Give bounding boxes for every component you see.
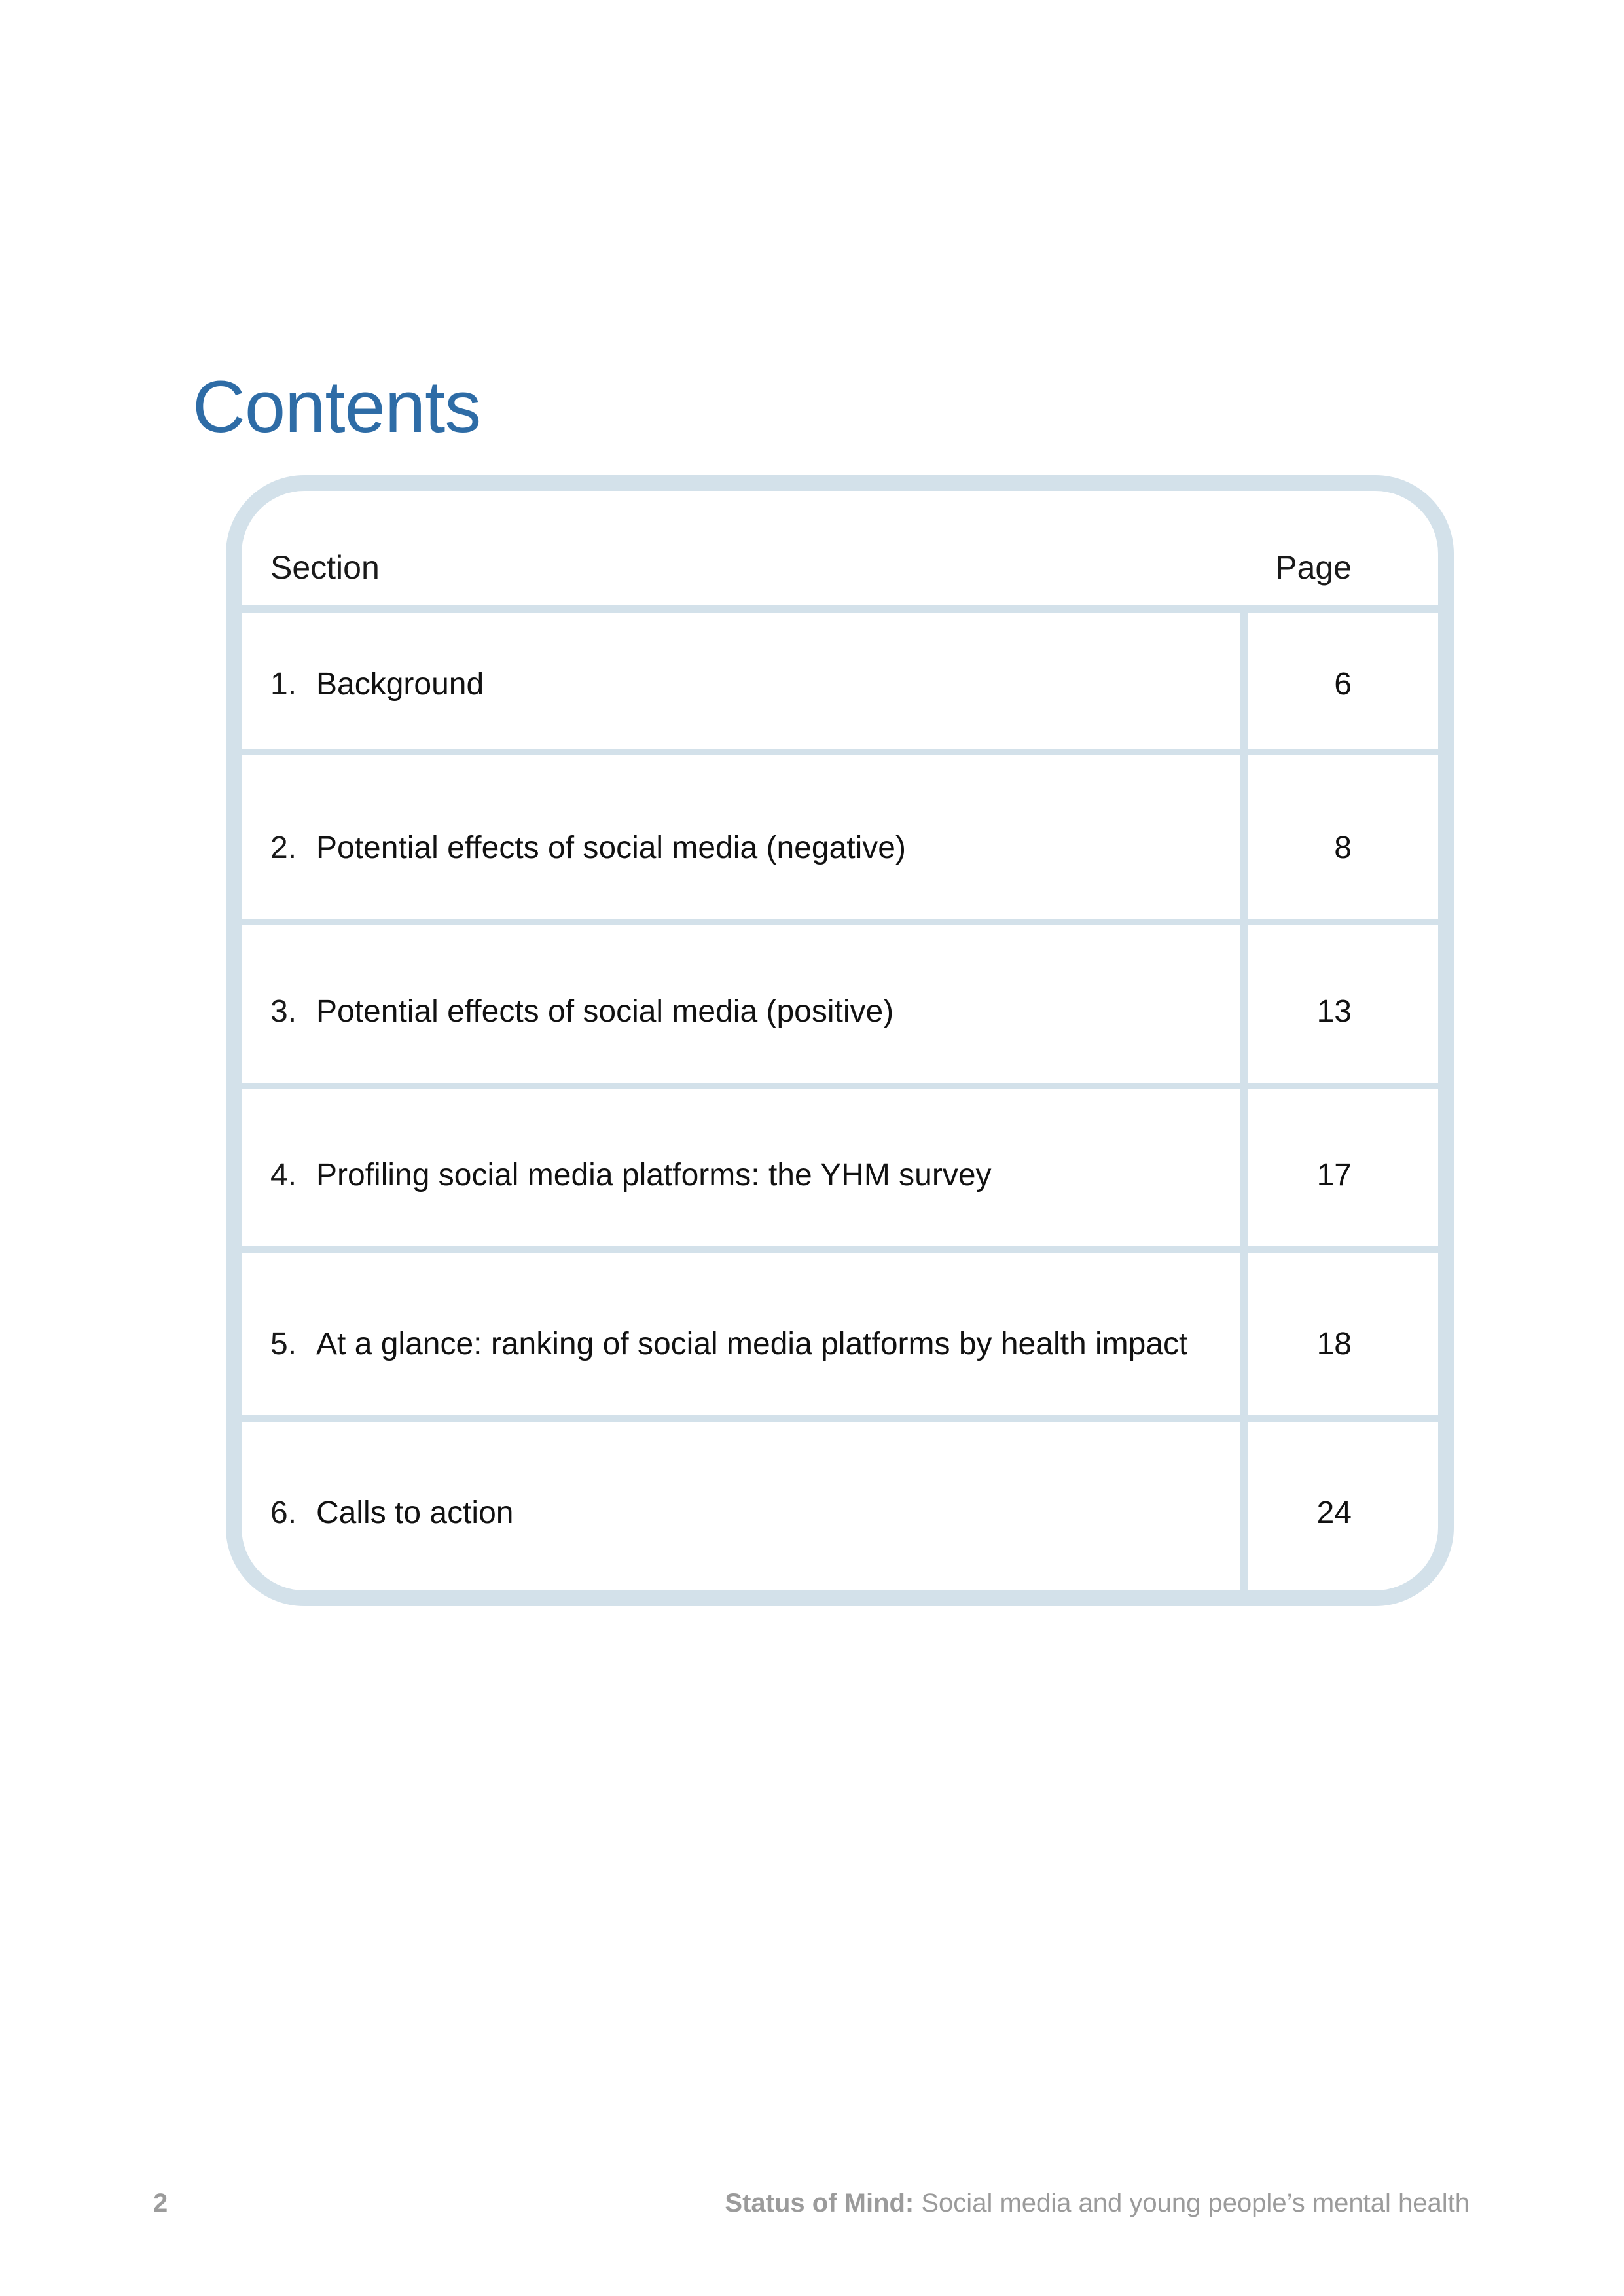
- row-page[interactable]: 6: [1334, 667, 1352, 702]
- footer-title-bold: Status of Mind:: [725, 2189, 914, 2217]
- toc-row-background[interactable]: [242, 613, 1438, 755]
- table-header: [242, 491, 1438, 613]
- row-label[interactable]: Potential effects of social media (positive): [316, 994, 894, 1029]
- toc-row-yhm-survey[interactable]: [242, 1089, 1438, 1253]
- footer-title: [725, 2189, 1470, 2218]
- toc-row-ranking[interactable]: [242, 1253, 1438, 1422]
- row-number: 3.: [270, 994, 297, 1029]
- row-label[interactable]: Background: [316, 667, 484, 702]
- row-page[interactable]: 18: [1316, 1327, 1352, 1361]
- row-number: 2.: [270, 831, 297, 865]
- row-page[interactable]: 8: [1334, 831, 1352, 865]
- row-number: 5.: [270, 1327, 297, 1361]
- contents-table: [226, 475, 1454, 1606]
- row-label[interactable]: Profiling social media platforms: the YHM survey: [316, 1158, 992, 1193]
- header-section: Section: [270, 549, 380, 586]
- toc-row-positive-effects[interactable]: [242, 925, 1438, 1089]
- row-number: 1.: [270, 667, 297, 702]
- row-page[interactable]: 13: [1316, 994, 1352, 1029]
- row-number: 4.: [270, 1158, 297, 1193]
- footer-page-number: 2: [153, 2189, 168, 2217]
- footer-title-rest: Social media and young people’s mental health: [914, 2189, 1470, 2217]
- toc-row-negative-effects[interactable]: [242, 755, 1438, 925]
- row-page[interactable]: 17: [1316, 1158, 1352, 1193]
- row-label[interactable]: Calls to action: [316, 1496, 514, 1530]
- row-page[interactable]: 24: [1316, 1496, 1352, 1530]
- header-page: Page: [1275, 549, 1352, 586]
- toc-row-calls-to-action[interactable]: [242, 1422, 1438, 1592]
- page-title: Contents: [192, 366, 481, 448]
- row-label[interactable]: Potential effects of social media (negative): [316, 831, 906, 865]
- row-label[interactable]: At a glance: ranking of social media platforms by health impact: [316, 1327, 1188, 1361]
- row-number: 6.: [270, 1496, 297, 1530]
